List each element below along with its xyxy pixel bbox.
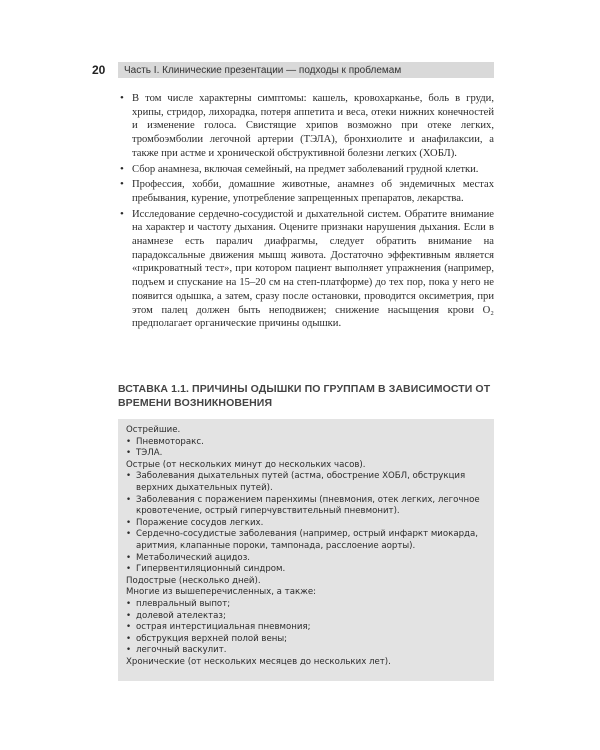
list-item: • Профессия, хобби, домашние животные, анамнез об эндемичных местах пребывания, курение, употребление запрещенных препаратов, лекарства. bbox=[120, 178, 494, 205]
inset-category-line: Острые (от нескольких минут до нескольких часов). bbox=[126, 459, 366, 470]
inset-bullet-item: • Пневмоторакс. bbox=[126, 437, 486, 449]
inset-bullet-item: • плевральный выпот; bbox=[126, 599, 486, 611]
page-header bbox=[92, 62, 494, 78]
main-bullet-list bbox=[120, 92, 494, 333]
inset-category-line: Острейшие. bbox=[126, 425, 181, 435]
list-item: • Исследование сердечно-сосудистой и дыхательной систем. Обратите внимание на характер и частоту дыхания. Оцените признаки нарушения дыхания. Если в анамнезе есть паралич диафрагмы, следует обратить внимание на парадоксальные движения мышц живота. Достаточно эффективным является «прикроватный тест», при котором пациент выполняет упражнения (например, подъем и спускание на 15–20 см на степ-платформе) до тех пор, пока у него не появится одышка, а затем, сразу после остановки, проводится оксиметрия, при этом палец должен быть неподвижен; снижение насыщения крови O₂ предполагает органические причины одышки. bbox=[120, 208, 494, 331]
list-item: • В том числе характерны симптомы: кашель, кровохарканье, боль в груди, хрипы, стридор, лихорадка, потеря аппетита и веса, отеки нижних конечностей и изменение голоса. Свистящие хрипов возможно при отеке легких, тромбоэмболии легочной артерии (ТЭЛА), бронхиолите и анафилаксии, а также при астме и хронической обструктивной болезни легких (ХОБЛ). bbox=[120, 92, 494, 161]
running-title: Часть I. Клинические презентации — подходы к проблемам bbox=[118, 62, 494, 78]
list-item: • Сбор анамнеза, включая семейный, на предмет заболеваний грудной клетки. bbox=[120, 163, 494, 177]
inset-bullet-item: • Сердечно-сосудистые заболевания (например, острый инфаркт миокарда, аритмия, клапанные пороки, тампонада, расслоение аорты). bbox=[126, 529, 486, 552]
inset-bullet-item: • Гипервентиляционный синдром. bbox=[126, 564, 486, 576]
inset-bullet-item: • острая интерстициальная пневмония; bbox=[126, 622, 486, 634]
inset-bullet-item: • Заболевания с поражением паренхимы (пневмония, отек легких, легочное кровотечение, острый гиперчувствительный пневмонит). bbox=[126, 495, 486, 518]
inset-bullet-item: • ТЭЛА. bbox=[126, 448, 486, 460]
inset-category-line: Хронические (от нескольких месяцев до нескольких лет). bbox=[126, 656, 391, 667]
inset-bullet-item: • Заболевания дыхательных путей (астма, обострение ХОБЛ, обструкция верхних дыхательных путей). bbox=[126, 471, 486, 494]
inset-bullet-item: • обструкция верхней полой вены; bbox=[126, 634, 486, 646]
inset-bullet-item: • легочный васкулит. bbox=[126, 645, 486, 657]
inset-title: ВСТАВКА 1.1. ПРИЧИНЫ ОДЫШКИ ПО ГРУППАМ В ЗАВИСИМОСТИ ОТ ВРЕМЕНИ ВОЗНИКНОВЕНИЯ bbox=[118, 383, 491, 409]
page-number: 20 bbox=[92, 63, 106, 77]
inset-category-line: Многие из вышеперечисленных, а также: bbox=[126, 587, 317, 598]
inset-box bbox=[118, 419, 494, 681]
inset-bullet-item: • Поражение сосудов легких. bbox=[126, 518, 486, 530]
inset-bullet-item: • Метаболический ацидоз. bbox=[126, 553, 486, 565]
inset-category-line: Подострые (несколько дней). bbox=[126, 575, 261, 586]
inset-bullet-item: • долевой ателектаз; bbox=[126, 611, 486, 623]
